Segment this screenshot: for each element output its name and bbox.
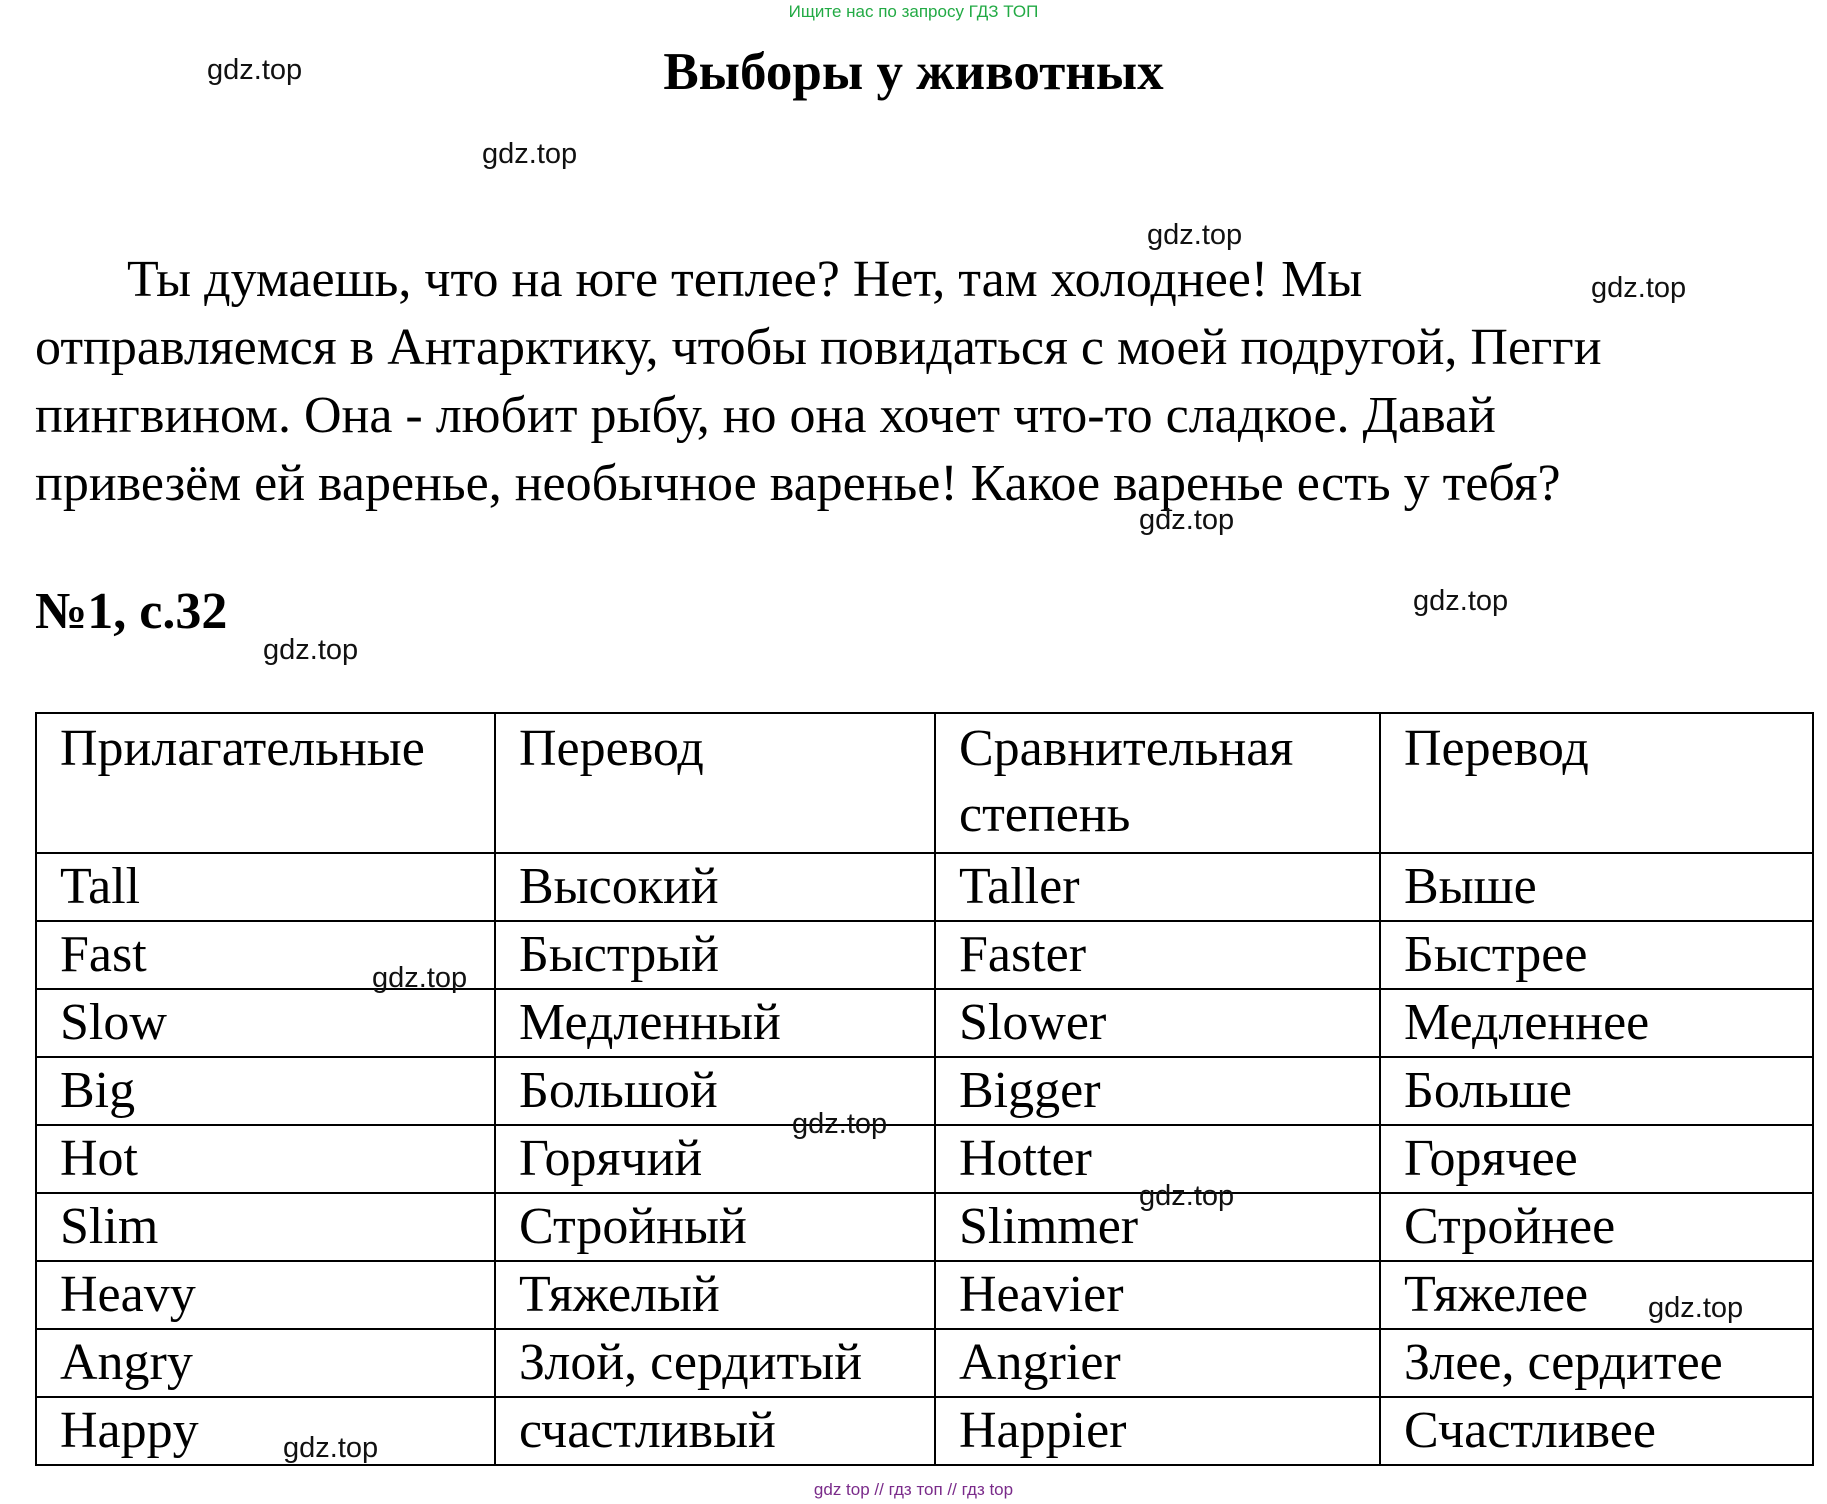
table-row [36,1193,1813,1261]
adjective-cell: Tall [36,853,495,921]
watermark: gdz.top [1591,272,1687,304]
comparative-translation-cell: Горячее [1380,1125,1813,1193]
translation-cell: счастливый [495,1397,935,1465]
watermark: gdz.top [1413,585,1509,617]
comparative-translation-cell: Тяжелее [1380,1261,1813,1329]
translation-cell: Большой [495,1057,935,1125]
comparative-translation-cell: Выше [1380,853,1813,921]
translation-cell: Тяжелый [495,1261,935,1329]
comparative-cell: Slower [935,989,1380,1057]
comparative-translation-cell: Больше [1380,1057,1813,1125]
watermark: gdz.top [372,962,468,994]
translation-cell: Быстрый [495,921,935,989]
table-row [36,853,1813,921]
adjective-cell: Fast [36,921,495,989]
watermark: gdz.top [482,138,578,170]
comparative-cell: Bigger [935,1057,1380,1125]
paragraph-line: Ты думаешь, что на юге теплее? Нет, там холоднее! Мы [127,251,1363,308]
comparative-translation-cell: Счастливее [1380,1397,1813,1465]
translation-cell: Злой, сердитый [495,1329,935,1397]
adjective-cell: Happy [36,1397,495,1465]
translation-cell: Высокий [495,853,935,921]
adjective-cell: Big [36,1057,495,1125]
comparative-translation-cell: Стройнее [1380,1193,1813,1261]
watermark: gdz.top [792,1108,888,1140]
header-cell: Перевод [495,713,935,853]
adjective-cell: Slim [36,1193,495,1261]
comparative-translation-cell: Злее, сердитее [1380,1329,1813,1397]
table-row [36,921,1813,989]
watermark: gdz.top [1147,219,1243,251]
exercise-label: №1, с.32 [35,583,228,640]
watermark: gdz.top [1139,1180,1235,1212]
comparative-cell: Taller [935,853,1380,921]
comparative-cell: Happier [935,1397,1380,1465]
comparative-cell: Angrier [935,1329,1380,1397]
table-row [36,1057,1813,1125]
watermark: gdz.top [263,634,359,666]
table-row [36,1329,1813,1397]
comparative-translation-cell: Быстрее [1380,921,1813,989]
table-row [36,1261,1813,1329]
paragraph-line: пингвином. Она - любит рыбу, но она хочет что-то сладкое. Давай [35,387,1496,444]
table-header-row [36,713,1813,853]
header-cell: Прилагательные [36,713,495,853]
header-cell: Перевод [1380,713,1813,853]
comparative-translation-cell: Медленнее [1380,989,1813,1057]
vocabulary-table [35,712,1814,1466]
translation-cell: Горячий [495,1125,935,1193]
page-title: Выборы у животных [663,43,1164,101]
translation-cell: Стройный [495,1193,935,1261]
comparative-cell: Faster [935,921,1380,989]
top-banner: Ищите нас по запросу ГДЗ ТОП [788,2,1039,21]
watermark: gdz.top [283,1432,379,1464]
adjective-cell: Hot [36,1125,495,1193]
intro-paragraph [35,246,1825,518]
paragraph-line: отправляемся в Антарктику, чтобы повидаться с моей подругой, Пегги [35,319,1602,376]
comparative-cell: Slimmer [935,1193,1380,1261]
table-row [36,1125,1813,1193]
header-cell-text: Сравнительная степень [959,720,1294,843]
watermark: gdz.top [1648,1292,1744,1324]
adjective-cell: Angry [36,1329,495,1397]
watermark: gdz.top [207,54,303,86]
adjective-cell: Slow [36,989,495,1057]
table-row [36,989,1813,1057]
comparative-cell: Hotter [935,1125,1380,1193]
bottom-banner: gdz top // гдз топ // гдз top [813,1480,1014,1499]
comparative-cell: Heavier [935,1261,1380,1329]
watermark: gdz.top [1139,504,1235,536]
translation-cell: Медленный [495,989,935,1057]
adjective-cell: Heavy [36,1261,495,1329]
header-cell [935,713,1380,853]
paragraph-line: привезём ей варенье, необычное варенье! Какое варенье есть у тебя? [35,455,1561,512]
